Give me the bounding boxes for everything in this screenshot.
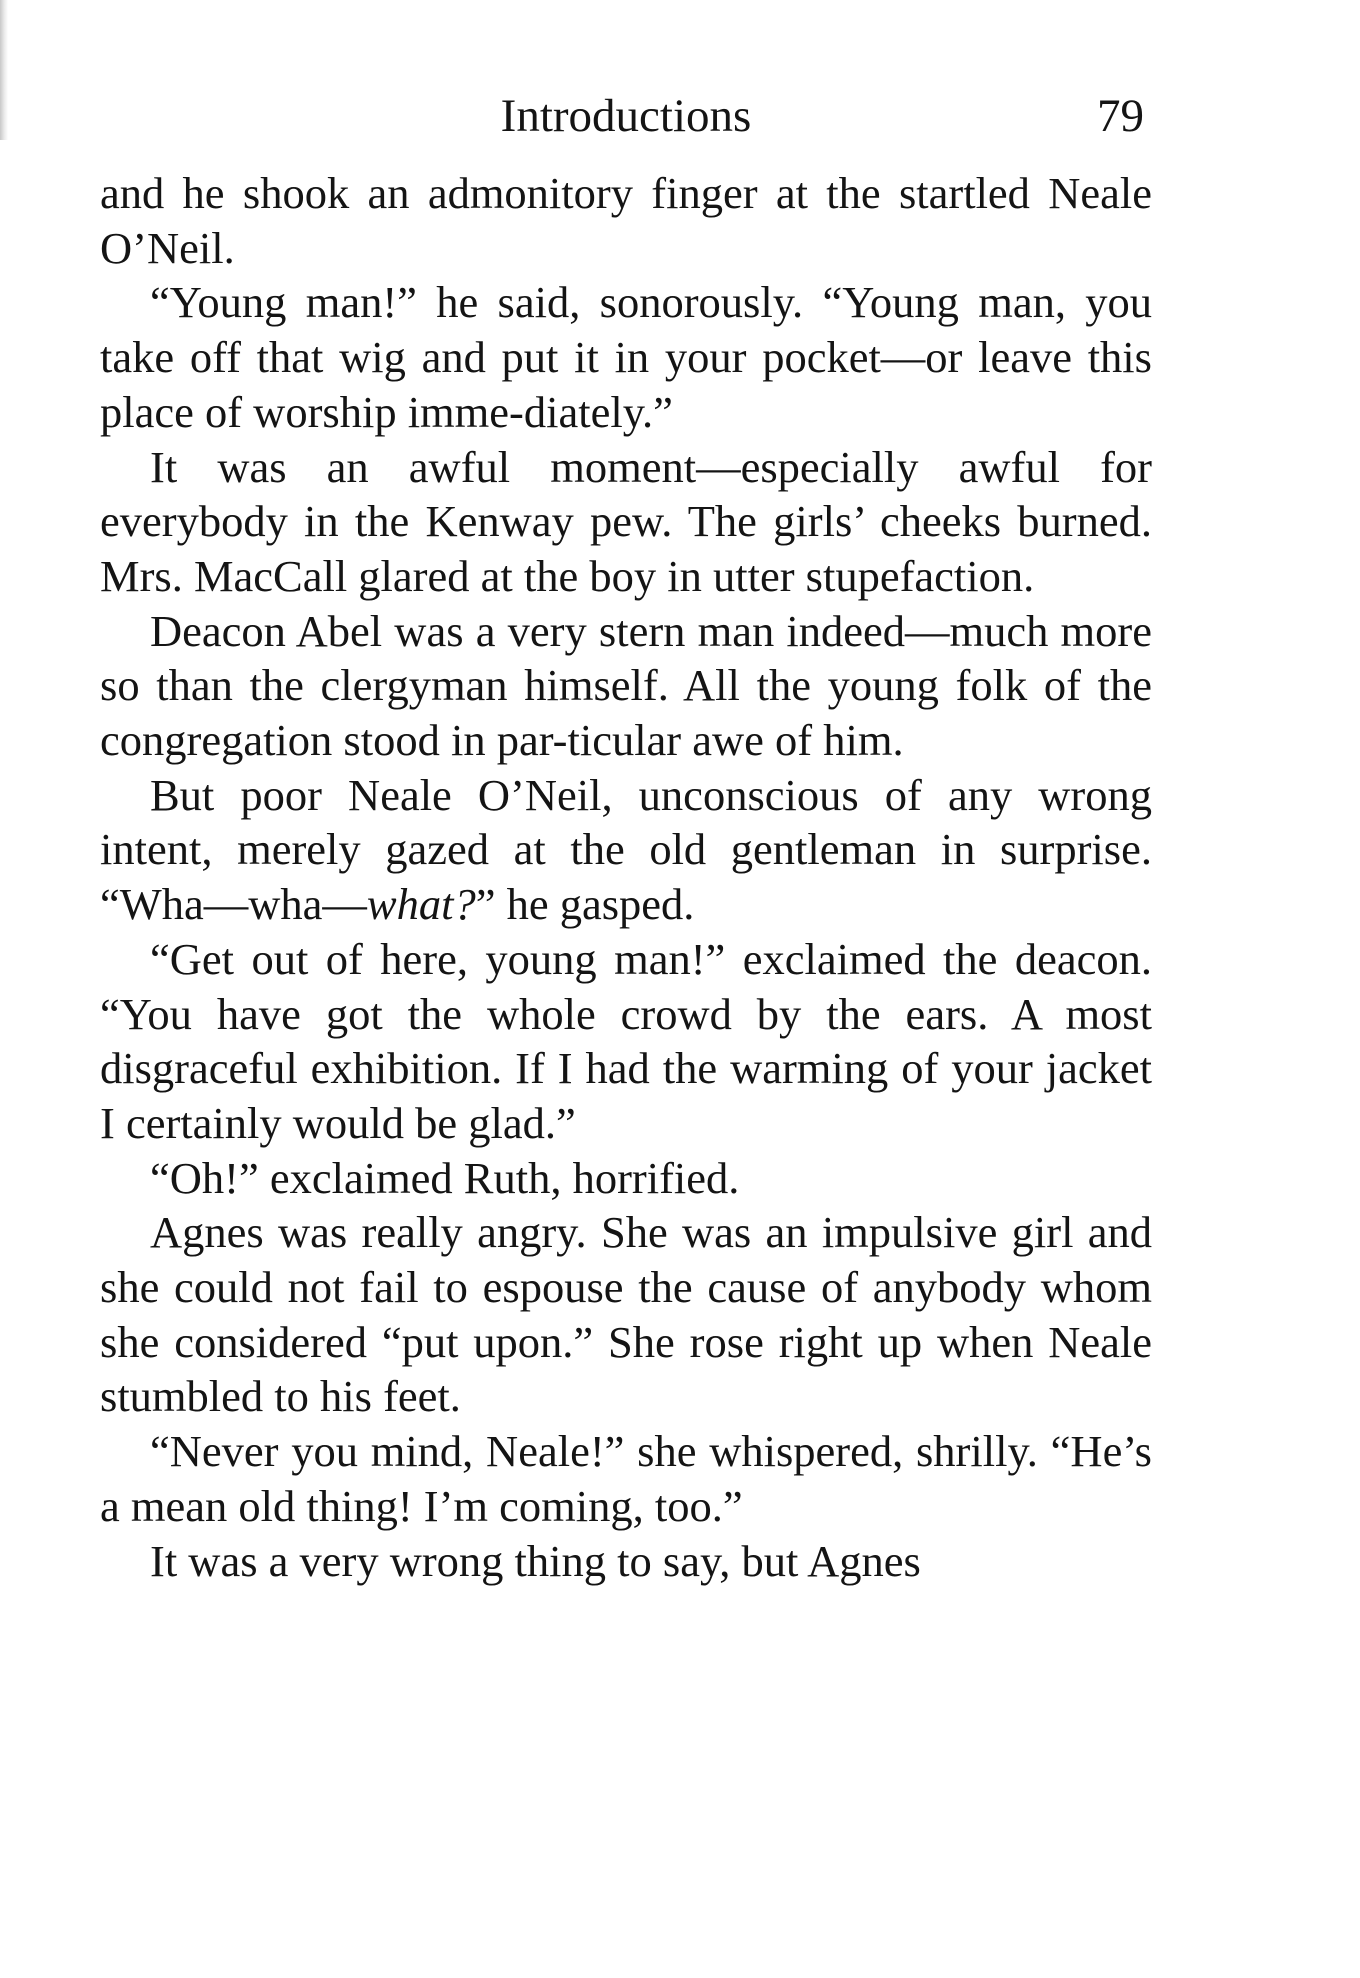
paragraph: “Oh!” exclaimed Ruth, horrified. [150,1152,740,1203]
chapter-title: Introductions [500,90,752,142]
paragraph [100,768,1152,932]
running-head [100,80,1152,152]
book-page [100,80,1152,1588]
paragraph: “Get out of here, young man!” exclaimed the deacon. “You have got the whole crowd by the ears. A most disgraceful exhibition. If I had the warming of your jacket I certainly would be glad.” [100,933,1152,1148]
paragraph: Deacon Abel was a very stern man indeed—much more so than the clergyman himself. All the young folk of the congregation stood in par-ticular awe of him. [100,605,1152,766]
paragraph: “Never you mind, Neale!” she whispered, shrilly. “He’s a mean old thing! I’m coming, too.” [100,1426,1152,1531]
paragraph: and he shook an admonitory finger at the startled Neale O’Neil. [100,168,1152,273]
paragraph: It was a very wrong thing to say, but Agnes [150,1535,921,1586]
paragraph-text: ” he gasped. [475,879,695,930]
paragraph-text: But poor Neale O’Neil, unconscious of any wrong intent, merely gazed at the old gentleman in surprise. “Wha—wha— [100,769,1152,930]
page-number: 79 [1097,90,1144,142]
page-edge-shadow [0,0,8,140]
italic-word: what? [366,879,476,930]
paragraph: “Young man!” he said, sonorously. “Young man, you take off that wig and put it in your pocket—or leave this place of worship imme-diately.” [100,277,1152,437]
paragraph: Agnes was really angry. She was an impulsive girl and she could not fail to espouse the cause of anybody whom she considered “put upon.” She rose right up when Neale stumbled to his feet. [100,1207,1152,1422]
paragraph: It was an awful moment—especially awful for everybody in the Kenway pew. The girls’ cheeks burned. Mrs. MacCall glared at the boy in utter stupefaction. [100,441,1152,601]
body-text [100,166,1152,1588]
